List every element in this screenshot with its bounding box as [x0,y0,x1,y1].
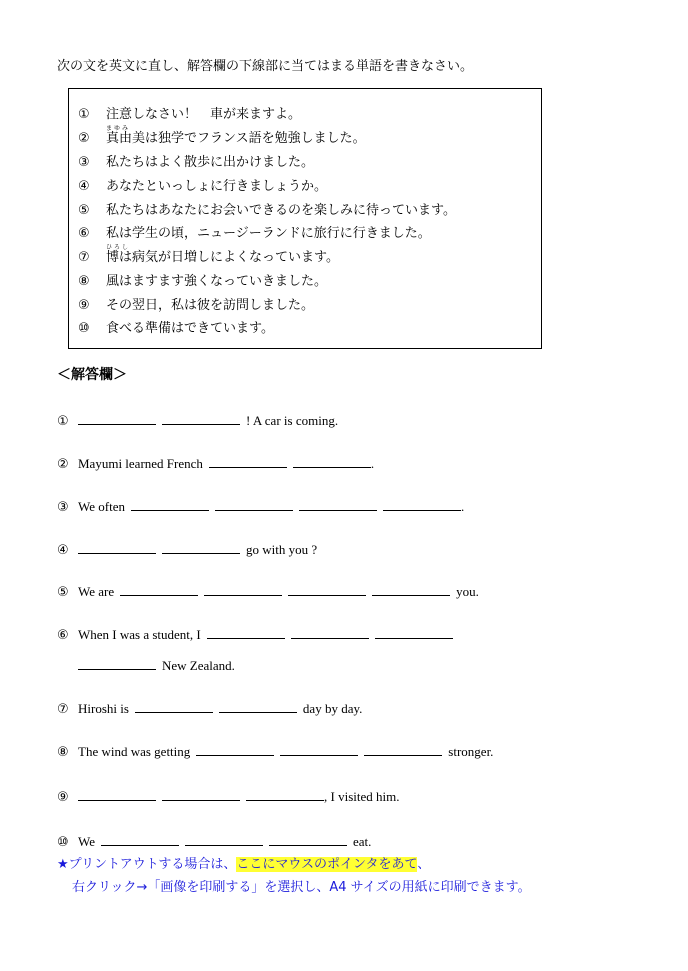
answer-blank[interactable] [78,655,156,670]
sentence-6: ⑥ 私は学生の頃，ニュージーランドに旅行に行きました。 [78,226,431,241]
answer-blank[interactable] [364,741,442,756]
answer-row-8: ⑧ The wind was getting stronger. [57,741,493,759]
answer-blank[interactable] [131,496,209,511]
answer-blank[interactable] [204,581,282,596]
answer-blank[interactable] [372,581,450,596]
sentence-3: ③ 私たちはよく散歩に出かけました。 [78,155,315,170]
answer-blank[interactable] [246,786,324,801]
sentence-8: ⑧ 風はますます強くなっていきました。 [78,274,328,289]
answer-row-4: ④ go with you ? [57,539,317,557]
sentence-9: ⑨ その翌日，私は彼を訪問しました。 [78,298,315,313]
answer-row-6: ⑥ When I was a student, I [57,624,453,642]
sentence-1: ① 注意しなさい！ 車が来ますよ。 [78,107,302,122]
answer-blank[interactable] [299,496,377,511]
answer-heading: ＜解答欄＞ [57,367,127,383]
answer-blank[interactable] [375,624,453,639]
ruby-mayumi: まゆみ 真由美 [106,125,146,146]
answer-blank[interactable] [120,581,198,596]
answer-blank[interactable] [288,581,366,596]
answer-blank[interactable] [383,496,461,511]
print-hover-hint[interactable]: ここにマウスのポインタをあて [236,857,418,872]
answer-blank[interactable] [78,786,156,801]
answer-blank[interactable] [280,741,358,756]
answer-blank[interactable] [162,410,240,425]
answer-blank[interactable] [162,539,240,554]
answer-blank[interactable] [162,786,240,801]
answer-blank[interactable] [207,624,285,639]
answer-blank[interactable] [78,539,156,554]
instruction-text: 次の文を英文に直し、解答欄の下線部に当てはまる単語を書きなさい。 [57,59,474,74]
answer-blank[interactable] [219,698,297,713]
answer-row-3: ③ We often . [57,496,464,514]
answer-blank[interactable] [293,453,371,468]
answer-blank[interactable] [291,624,369,639]
answer-blank[interactable] [215,496,293,511]
sentence-4: ④ あなたといっしょに行きましょうか。 [78,179,328,194]
sentence-5: ⑤ 私たちはあなたにお会いできるのを楽しみに待っています。 [78,203,456,218]
sentence-2: ② まゆみ 真由美は独学でフランス語を勉強しました。 [78,125,366,146]
sentence-7: ⑦ ひろし 博は病気が日増しによくなっています。 [78,244,339,265]
ruby-hiroshi: ひろし 博 [106,244,131,265]
answer-blank[interactable] [209,453,287,468]
answer-blank[interactable] [78,410,156,425]
print-note-line1: ★プリントアウトする場合は、ここにマウスのポインタをあて、 [57,857,431,872]
answer-blank[interactable] [101,831,179,846]
answer-blank[interactable] [269,831,347,846]
answer-row-2: ② Mayumi learned French . [57,453,374,471]
answer-blank[interactable] [135,698,213,713]
answer-row-6-line2: New Zealand. [78,655,235,673]
answer-blank[interactable] [196,741,274,756]
answer-blank[interactable] [185,831,263,846]
answer-row-9: ⑨ , I visited him. [57,786,399,804]
answer-row-1: ① ! A car is coming. [57,410,338,428]
answer-row-7: ⑦ Hiroshi is day by day. [57,698,362,716]
answer-row-5: ⑤ We are you. [57,581,479,599]
sentence-10: ⑩ 食べる準備はできています。 [78,321,274,336]
print-note-line2: 右クリック→「画像を印刷する」を選択し、A4 サイズの用紙に印刷できます。 [72,880,531,895]
answer-row-10: ⑩ We eat. [57,831,371,849]
